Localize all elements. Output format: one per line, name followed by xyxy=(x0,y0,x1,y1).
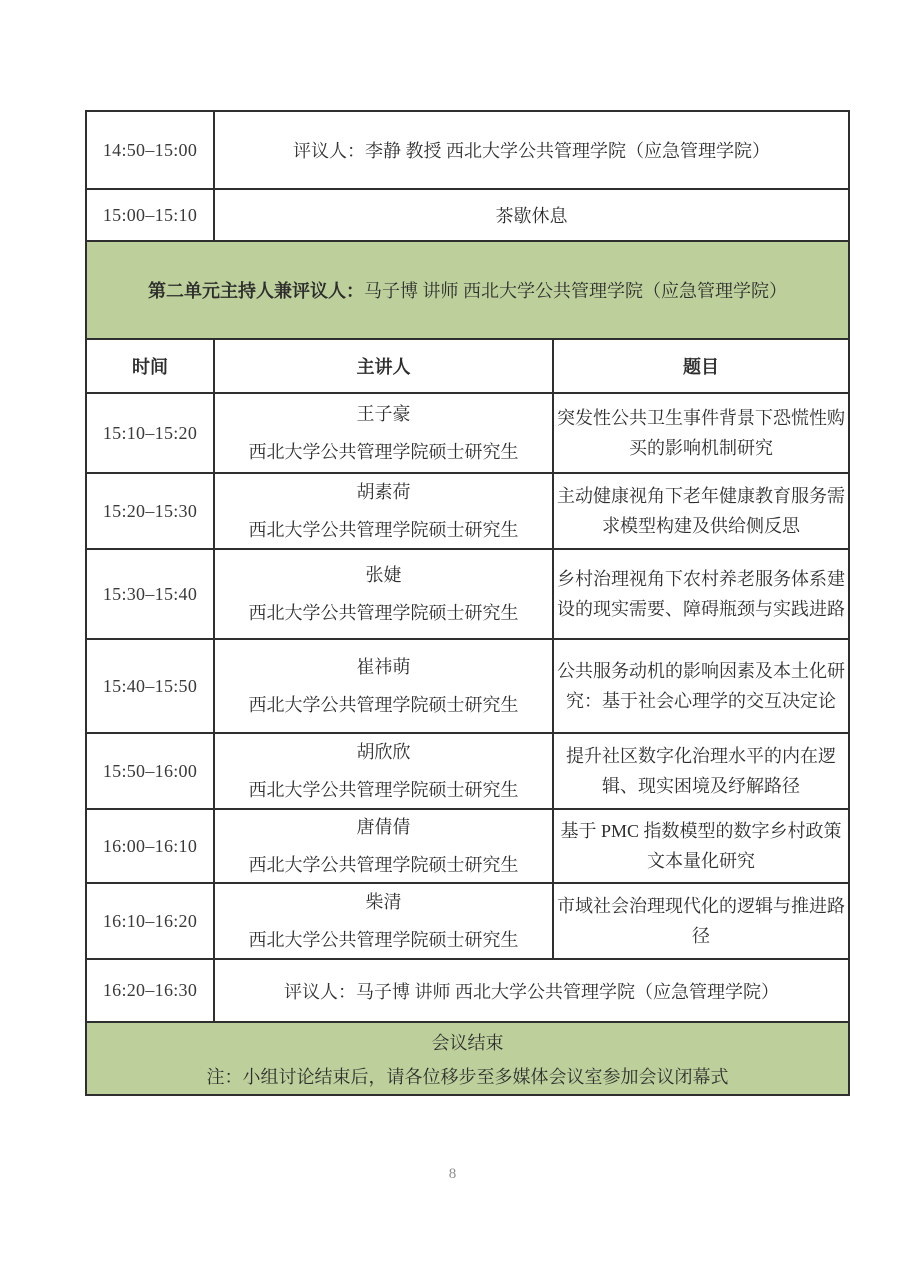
speaker-cell xyxy=(214,733,553,809)
speaker-affiliation: 西北大学公共管理学院硕士研究生 xyxy=(248,520,519,540)
table-row xyxy=(86,733,849,809)
time-cell: 15:40–15:50 xyxy=(86,639,214,733)
topic-cell: 主动健康视角下老年健康教育服务需求模型构建及供给侧反思 xyxy=(553,473,849,549)
speaker-name: 胡素荷 xyxy=(356,482,411,502)
speaker-affiliation: 西北大学公共管理学院硕士研究生 xyxy=(248,930,519,950)
unit-banner-cell xyxy=(86,241,849,339)
reviewer-cell: 评议人：马子博 讲师 西北大学公共管理学院（应急管理学院） xyxy=(214,959,849,1022)
time-cell: 16:10–16:20 xyxy=(86,883,214,959)
topic-cell: 突发性公共卫生事件背景下恐慌性购买的影响机制研究 xyxy=(553,393,849,473)
closing-row xyxy=(86,1022,849,1095)
table-row xyxy=(86,549,849,639)
speaker-cell xyxy=(214,549,553,639)
table-row xyxy=(86,189,849,241)
speaker-cell xyxy=(214,639,553,733)
time-cell: 15:10–15:20 xyxy=(86,393,214,473)
speaker-name: 崔祎萌 xyxy=(356,657,411,677)
closing-cell xyxy=(86,1022,849,1095)
speaker-affiliation: 西北大学公共管理学院硕士研究生 xyxy=(248,603,519,623)
topic-cell: 市域社会治理现代化的逻辑与推进路径 xyxy=(553,883,849,959)
header-time: 时间 xyxy=(86,339,214,393)
topic-cell: 提升社区数字化治理水平的内在逻辑、现实困境及纾解路径 xyxy=(553,733,849,809)
speaker-name: 王子豪 xyxy=(356,404,411,424)
table-row xyxy=(86,959,849,1022)
closing-title: 会议结束 xyxy=(431,1032,504,1053)
speaker-cell xyxy=(214,393,553,473)
time-cell: 15:30–15:40 xyxy=(86,549,214,639)
table-header-row xyxy=(86,339,849,393)
topic-cell: 公共服务动机的影响因素及本土化研究：基于社会心理学的交互决定论 xyxy=(553,639,849,733)
time-cell: 14:50–15:00 xyxy=(86,111,214,189)
unit-banner-row xyxy=(86,241,849,339)
speaker-cell xyxy=(214,473,553,549)
table-row xyxy=(86,883,849,959)
time-cell: 15:50–16:00 xyxy=(86,733,214,809)
speaker-name: 唐倩倩 xyxy=(356,817,411,837)
header-topic: 题目 xyxy=(553,339,849,393)
table-row xyxy=(86,393,849,473)
time-cell: 15:20–15:30 xyxy=(86,473,214,549)
topic-cell: 基于 PMC 指数模型的数字乡村政策文本量化研究 xyxy=(553,809,849,883)
table-row xyxy=(86,473,849,549)
table-row xyxy=(86,111,849,189)
unit-banner-value: 马子博 讲师 西北大学公共管理学院（应急管理学院） xyxy=(364,281,787,301)
closing-note: 注：小组讨论结束后，请各位移步至多媒体会议室参加会议闭幕式 xyxy=(206,1066,729,1087)
speaker-cell xyxy=(214,809,553,883)
table-row xyxy=(86,639,849,733)
table-row xyxy=(86,809,849,883)
speaker-name: 胡欣欣 xyxy=(356,742,411,762)
speaker-cell xyxy=(214,883,553,959)
time-cell: 16:20–16:30 xyxy=(86,959,214,1022)
unit-banner-label: 第二单元主持人兼评议人： xyxy=(148,281,364,301)
speaker-name: 张婕 xyxy=(365,565,402,585)
tea-break-cell: 茶歇休息 xyxy=(214,189,849,241)
speaker-affiliation: 西北大学公共管理学院硕士研究生 xyxy=(248,442,519,462)
topic-cell: 乡村治理视角下农村养老服务体系建设的现实需要、障碍瓶颈与实践进路 xyxy=(553,549,849,639)
page-number: 8 xyxy=(448,1166,457,1182)
conference-schedule-table xyxy=(85,110,850,1096)
reviewer-cell: 评议人：李静 教授 西北大学公共管理学院（应急管理学院） xyxy=(214,111,849,189)
time-cell: 16:00–16:10 xyxy=(86,809,214,883)
speaker-affiliation: 西北大学公共管理学院硕士研究生 xyxy=(248,780,519,800)
header-speaker: 主讲人 xyxy=(214,339,553,393)
speaker-affiliation: 西北大学公共管理学院硕士研究生 xyxy=(248,855,519,875)
time-cell: 15:00–15:10 xyxy=(86,189,214,241)
speaker-name: 柴清 xyxy=(365,892,402,912)
speaker-affiliation: 西北大学公共管理学院硕士研究生 xyxy=(248,695,519,715)
